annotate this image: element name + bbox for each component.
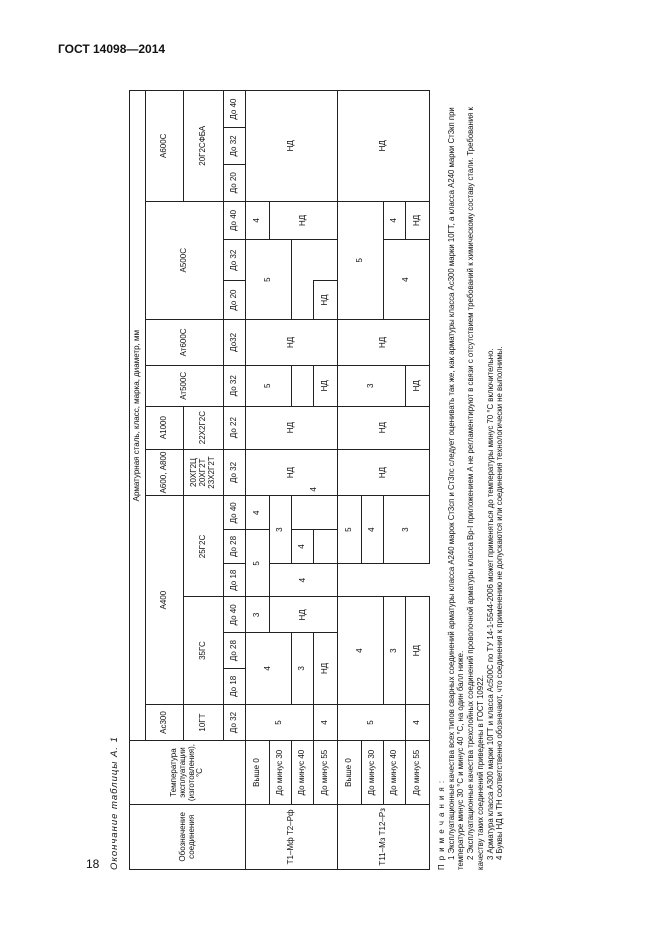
diameter-header: До 32 xyxy=(224,240,246,281)
grade-header: 10ГТ xyxy=(184,704,224,741)
note-item: 4 Буквы НД и ТН соответственно обозначают, что соединения к применению не допускаются или соединения технологически не выполнимы. xyxy=(495,346,505,860)
value-cell: НД xyxy=(314,633,338,704)
temperature-header: Температура эксплуатации (изготовления), °С xyxy=(130,741,246,804)
row-temperature: До минус 55 xyxy=(314,741,338,804)
value-cell: НД xyxy=(270,201,338,240)
class-header: Ат600С xyxy=(146,319,224,365)
page-number: 18 xyxy=(86,857,100,871)
value-cell: 5 xyxy=(338,201,384,319)
diameter-header: До 40 xyxy=(224,597,246,633)
diameter-header: До 32 xyxy=(224,449,246,496)
diameter-header: До 40 xyxy=(224,91,246,128)
value-cell: НД xyxy=(406,365,430,406)
value-cell: 4 xyxy=(246,496,270,530)
class-header: А400 xyxy=(146,496,184,704)
value-cell: 4 xyxy=(406,704,430,741)
value-cell: НД xyxy=(246,91,338,202)
row-temperature: До минус 55 xyxy=(406,741,430,804)
value-cell: 5 xyxy=(246,530,270,597)
value-cell: НД xyxy=(338,91,430,202)
grade-header: 22Х2Г2С xyxy=(184,406,224,449)
value-cell: 5 xyxy=(246,240,292,320)
diameter-header: До 32 xyxy=(224,365,246,406)
grade-header: 25Г2С xyxy=(184,496,224,597)
value-cell: 4 xyxy=(362,496,384,563)
diameter-header: До 20 xyxy=(224,281,246,320)
diameter-header: До 40 xyxy=(224,201,246,240)
value-cell: НД xyxy=(314,365,338,406)
value-cell: 4 xyxy=(246,633,292,704)
diameter-header: До 22 xyxy=(224,406,246,449)
class-header: А600, А800 xyxy=(146,449,184,496)
note-item: 3 Арматура класса А300 марки 10ГТ и класса Ас500С по ТУ 14-1-5544-2006 может применяться до температуры минус 70 °С включительно. xyxy=(485,348,495,860)
grade-header: 20ХГ2Ц 20ХГ2Т 23Х2Г2Т xyxy=(184,449,224,496)
value-cell: 4 xyxy=(292,530,314,564)
value-cell: 3 xyxy=(384,597,406,704)
row-designation: Т1–Мф Т2–Рф xyxy=(246,804,338,869)
class-header: А500С xyxy=(146,201,224,319)
steel-group-header: Арматурная сталь, класс, марка, диаметр, мм xyxy=(130,91,146,741)
diameter-header: До 32 xyxy=(224,128,246,165)
document-header: ГОСТ 14098—2014 xyxy=(58,42,166,56)
value-cell: 4 xyxy=(384,240,430,320)
weld-quality-table xyxy=(129,90,430,870)
grade-header: 35ГС xyxy=(184,597,224,704)
table-caption: Окончание таблицы А. 1 xyxy=(109,736,120,870)
diameter-header: До 40 xyxy=(224,496,246,530)
value-cell: НД xyxy=(406,201,430,240)
table-notes xyxy=(437,90,505,870)
empty-cell xyxy=(338,563,430,597)
row-temperature: Выше 0 xyxy=(338,741,362,804)
note-item: 1 Эксплуатационные качества всех типов сварных соединений арматуры класса А240 марок Ст3сп и Ст3пс следует оценивать так же, как арматуры класса Ас300 марки 10ГТ, а класса А240 марки Ст3кп при температуре минус 30 °С и минус 40 °С, на один балл ниже. xyxy=(446,107,466,870)
class-header: А600С xyxy=(146,91,184,202)
value-cell: 3 xyxy=(246,597,270,633)
diameter-header: До 32 xyxy=(224,704,246,741)
diameter-header: До 20 xyxy=(224,164,246,201)
class-header: А1000 xyxy=(146,406,184,449)
row-designation: Т11–Мз Т12–Рз xyxy=(338,804,430,869)
diameter-header: До 28 xyxy=(224,633,246,669)
row-temperature: Выше 0 xyxy=(246,741,270,804)
diameter-header: До 18 xyxy=(224,668,246,704)
value-cell: 5 xyxy=(246,704,314,741)
value-cell: НД xyxy=(338,449,430,496)
value-cell: НД xyxy=(338,319,430,365)
value-cell: 5 xyxy=(246,365,292,406)
diameter-header: До 18 xyxy=(224,563,246,597)
grade-header: 20Г2СФБА xyxy=(184,91,224,202)
empty-cell xyxy=(314,530,338,564)
value-cell: 3 xyxy=(384,496,430,563)
diameter-header: До 28 xyxy=(224,530,246,564)
notes-heading: П р и м е ч а н и я : xyxy=(437,779,446,870)
value-cell: 4 xyxy=(338,597,384,704)
row-temperature: До минус 30 xyxy=(362,741,384,804)
row-temperature: До минус 30 xyxy=(270,741,292,804)
row-temperature: До минус 40 xyxy=(384,741,406,804)
value-cell: 5 xyxy=(338,704,406,741)
value-cell: НД xyxy=(406,597,430,704)
value-cell: 4 xyxy=(384,201,406,240)
designation-header: Обозначение соединения xyxy=(130,804,246,869)
value-cell: 3 xyxy=(292,633,314,704)
value-cell: 5 xyxy=(338,496,362,563)
value-cell: НД xyxy=(314,281,338,320)
value-cell: НД xyxy=(270,597,338,633)
value-cell: НД xyxy=(246,449,338,496)
note-item: 2 Эксплуатационные качества трехслойных соединений проволочной арматуры класса Вр-I приложением А не регламентируют в связи с отсутствием требований к химическому составу стали. Требования к качеству таких соединений приведены в ГОСТ 10922. xyxy=(466,107,485,870)
value-cell: 4 xyxy=(246,201,270,240)
value-cell: 4 xyxy=(314,704,338,741)
value-cell: НД xyxy=(338,406,430,449)
value-cell: НД xyxy=(246,406,338,449)
value-cell: 4 xyxy=(292,449,338,530)
value-cell: 3 xyxy=(270,496,292,563)
value-cell: НД xyxy=(246,319,338,365)
diameter-header: До32 xyxy=(224,319,246,365)
class-header: Ат500С xyxy=(146,365,224,406)
rotated-table-page xyxy=(109,90,529,870)
row-temperature: До минус 40 xyxy=(292,741,314,804)
value-cell: 3 xyxy=(338,365,406,406)
value-cell: 4 xyxy=(270,563,338,597)
class-header: Ас300 xyxy=(146,704,184,741)
